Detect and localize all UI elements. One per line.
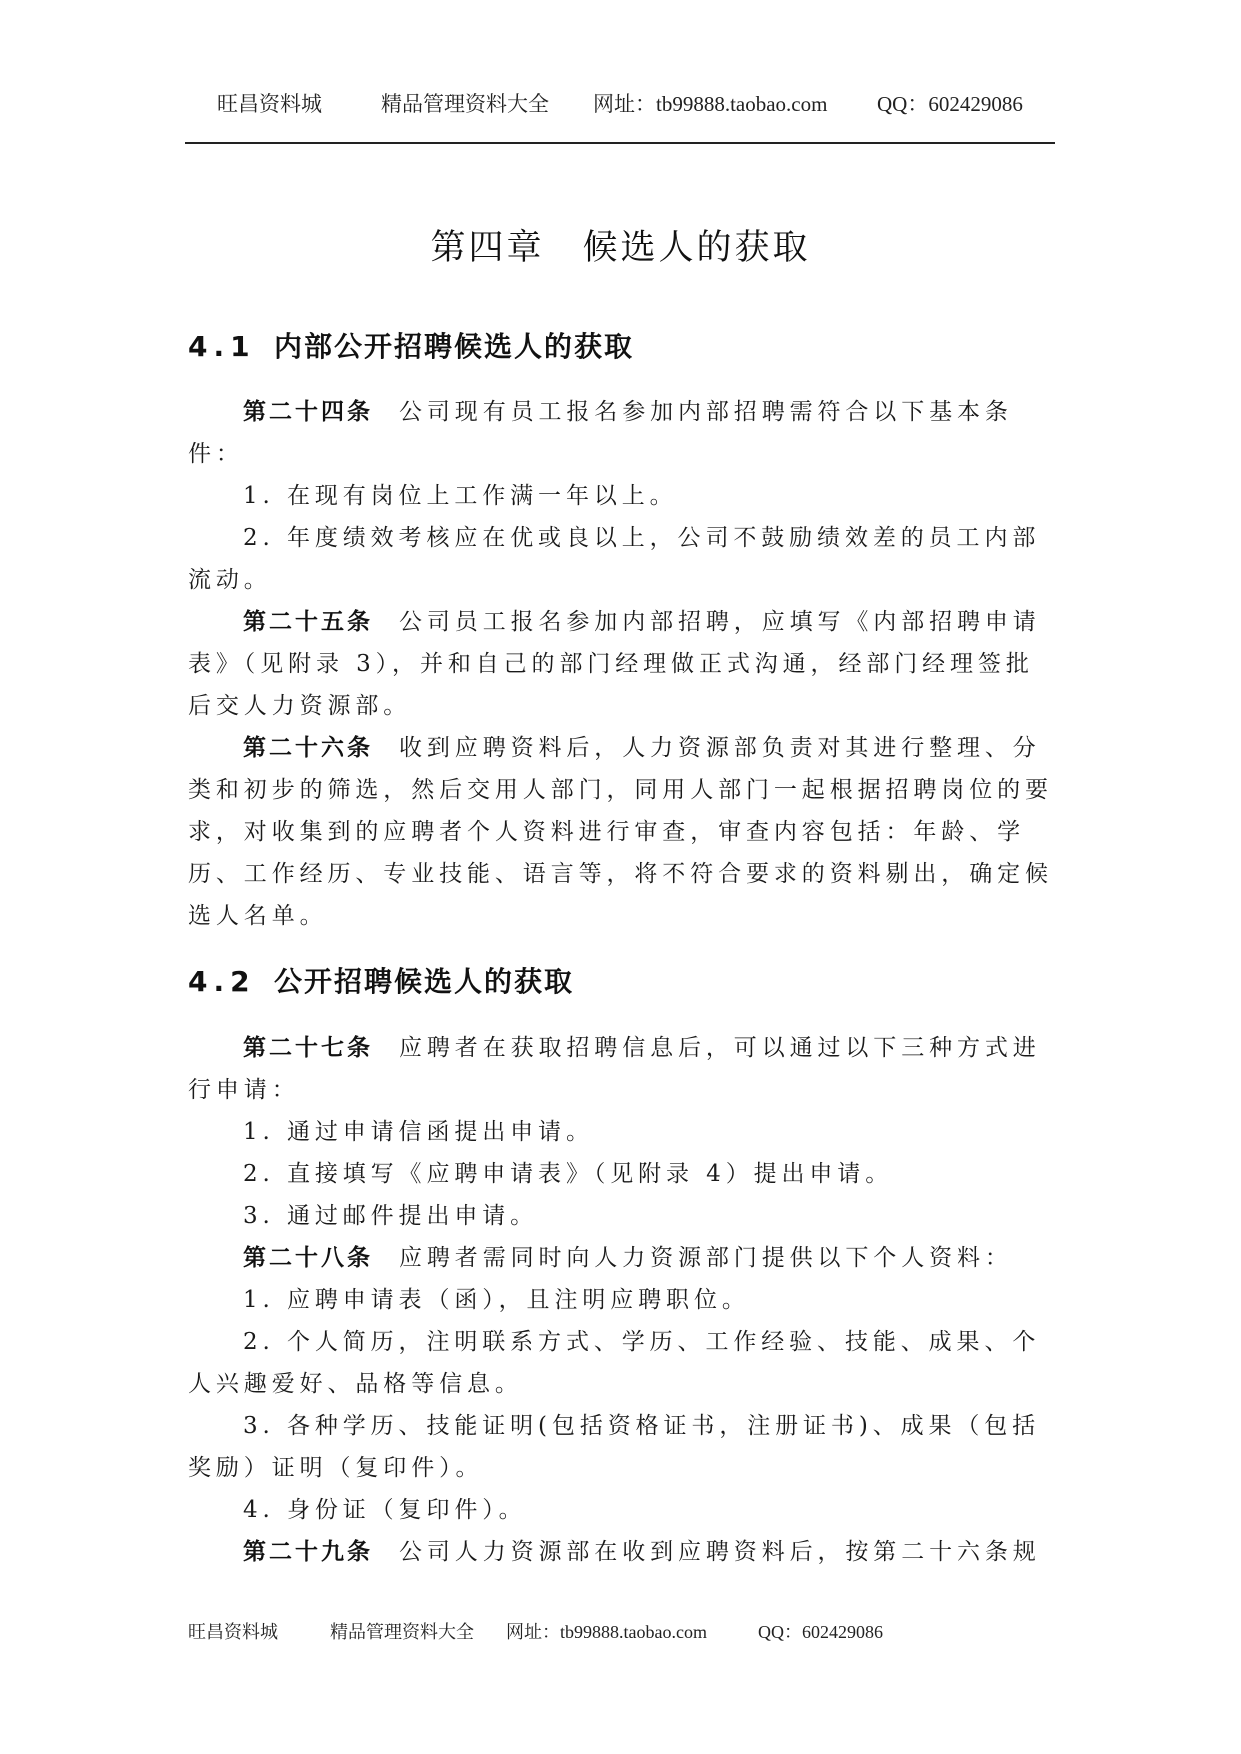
article-27-item-3: 3. 通过邮件提出申请。 xyxy=(243,1203,539,1229)
article-28-item-2: 2. 个人简历，注明联系方式、学历、工作经验、技能、成果、个人兴趣爱好、品格等信息。 xyxy=(188,1329,1041,1397)
article-label: 第二十七条 xyxy=(243,1034,373,1061)
footer-qq: QQ：602429086 xyxy=(758,1622,883,1642)
footer-website: 网址：tb99888.taobao.com xyxy=(506,1622,707,1642)
article-28-item-3: 3. 各种学历、技能证明(包括资格证书，注册证书)、成果（包括奖励）证明（复印件）。 xyxy=(188,1413,1041,1481)
article-28 xyxy=(188,1237,1054,1279)
article-text: 应聘者在获取招聘信息后，可以通过以下三种方式进行申请： xyxy=(188,1035,1041,1103)
article-28-item-4: 4. 身份证（复印件）。 xyxy=(243,1497,527,1523)
section-heading-4-1 xyxy=(188,325,634,365)
article-label: 第二十五条 xyxy=(243,608,373,635)
page-header xyxy=(185,88,1055,122)
header-website: 网址：tb99888.taobao.com xyxy=(593,92,828,116)
article-text: 应聘者需同时向人力资源部门提供以下个人资料： xyxy=(399,1245,1013,1271)
article-text: 收到应聘资料后，人力资源部负责对其进行整理、分类和初步的筛选，然后交用人部门，同用人部门一起根据招聘岗位的要求，对收集到的应聘者个人资料进行审查，审查内容包括：年龄、学历、工作经历、专业技能、语言等，将不符合要求的资料剔出，确定候选人名单。 xyxy=(188,735,1053,929)
article-24 xyxy=(188,391,1054,475)
page-footer xyxy=(188,1618,948,1648)
article-28-item-1: 1. 应聘申请表（函），且注明应聘职位。 xyxy=(243,1287,750,1313)
article-25 xyxy=(188,601,1054,727)
header-qq: QQ：602429086 xyxy=(877,92,1023,116)
footer-tagline: 精品管理资料大全 xyxy=(330,1622,474,1642)
article-label: 第二十九条 xyxy=(243,1538,373,1565)
article-label: 第二十四条 xyxy=(243,398,373,425)
article-27 xyxy=(188,1027,1054,1111)
article-29 xyxy=(188,1531,1054,1573)
article-label: 第二十八条 xyxy=(243,1244,373,1271)
article-27-item-1: 1. 通过申请信函提出申请。 xyxy=(243,1119,594,1145)
header-divider xyxy=(185,142,1055,144)
header-brand: 旺昌资料城 xyxy=(217,92,322,116)
article-27-item-2: 2. 直接填写《应聘申请表》（见附录 4）提出申请。 xyxy=(243,1161,894,1187)
section-title: 公开招聘候选人的获取 xyxy=(274,965,575,998)
article-label: 第二十六条 xyxy=(243,734,373,761)
article-24-item-1: 1. 在现有岗位上工作满一年以上。 xyxy=(243,483,678,509)
header-tagline: 精品管理资料大全 xyxy=(381,92,549,116)
section-heading-4-2 xyxy=(188,960,574,1000)
footer-brand: 旺昌资料城 xyxy=(188,1622,278,1642)
article-text: 公司员工报名参加内部招聘，应填写《内部招聘申请表》（见附录 3），并和自己的部门经理做正式沟通，经部门经理签批后交人力资源部。 xyxy=(188,609,1041,719)
article-24-item-2: 2. 年度绩效考核应在优或良以上，公司不鼓励绩效差的员工内部流动。 xyxy=(188,525,1041,593)
section-number: 4.1 xyxy=(188,330,256,363)
article-text: 公司现有员工报名参加内部招聘需符合以下基本条件： xyxy=(188,399,1013,467)
article-26 xyxy=(188,727,1054,937)
section-number: 4.2 xyxy=(188,965,256,998)
article-text: 公司人力资源部在收到应聘资料后，按第二十六条规 xyxy=(399,1539,1041,1565)
section-title: 内部公开招聘候选人的获取 xyxy=(274,330,635,363)
chapter-title: 第四章 候选人的获取 xyxy=(430,228,811,268)
